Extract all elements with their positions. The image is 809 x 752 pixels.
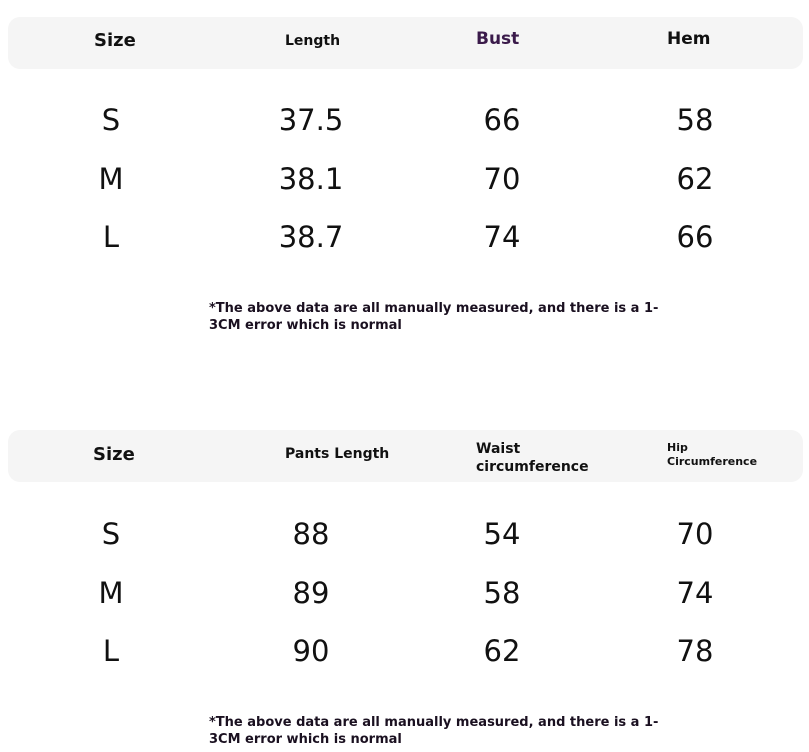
measurement-note: *The above data are all manually measured, and there is a 1-3CM error which is normal: [209, 301, 659, 333]
size-cell: M: [98, 576, 124, 610]
bust-cell: 74: [483, 220, 521, 254]
bust-cell: 66: [483, 103, 521, 137]
table-row: [0, 514, 809, 554]
waist-cell: 62: [483, 634, 521, 668]
hip-cell: 74: [676, 576, 714, 610]
length-cell: 37.5: [278, 103, 344, 137]
hip-cell: 70: [676, 517, 714, 551]
measurement-note: *The above data are all manually measured, and there is a 1-3CM error which is normal: [209, 715, 659, 747]
header-hem: Hem: [667, 29, 711, 49]
header-hip-circumference: Hip Circumference: [667, 441, 758, 468]
waist-cell: 58: [483, 576, 521, 610]
pants-length-cell: 88: [292, 517, 330, 551]
hem-cell: 66: [676, 220, 714, 254]
table-row: [0, 159, 809, 199]
hem-cell: 62: [676, 162, 714, 196]
top-size-table-header: [8, 17, 803, 69]
bust-cell: 70: [483, 162, 521, 196]
size-cell: S: [101, 103, 121, 137]
size-cell: S: [101, 517, 121, 551]
waist-cell: 54: [483, 517, 521, 551]
bottom-size-table-header: [8, 430, 803, 482]
header-pants-length: Pants Length: [285, 446, 390, 462]
table-row: [0, 631, 809, 671]
size-cell: M: [98, 162, 124, 196]
table-row: [0, 217, 809, 257]
hip-cell: 78: [676, 634, 714, 668]
header-waist-circumference: Waist circumference: [476, 441, 589, 475]
pants-length-cell: 90: [292, 634, 330, 668]
header-bust: Bust: [476, 29, 520, 49]
length-cell: 38.1: [278, 162, 344, 196]
table-row: [0, 100, 809, 140]
header-length: Length: [285, 33, 341, 49]
size-cell: L: [102, 220, 120, 254]
pants-length-cell: 89: [292, 576, 330, 610]
header-size: Size: [94, 30, 136, 51]
size-cell: L: [102, 634, 120, 668]
length-cell: 38.7: [278, 220, 344, 254]
table-row: [0, 573, 809, 613]
header-size: Size: [93, 444, 135, 465]
hem-cell: 58: [676, 103, 714, 137]
